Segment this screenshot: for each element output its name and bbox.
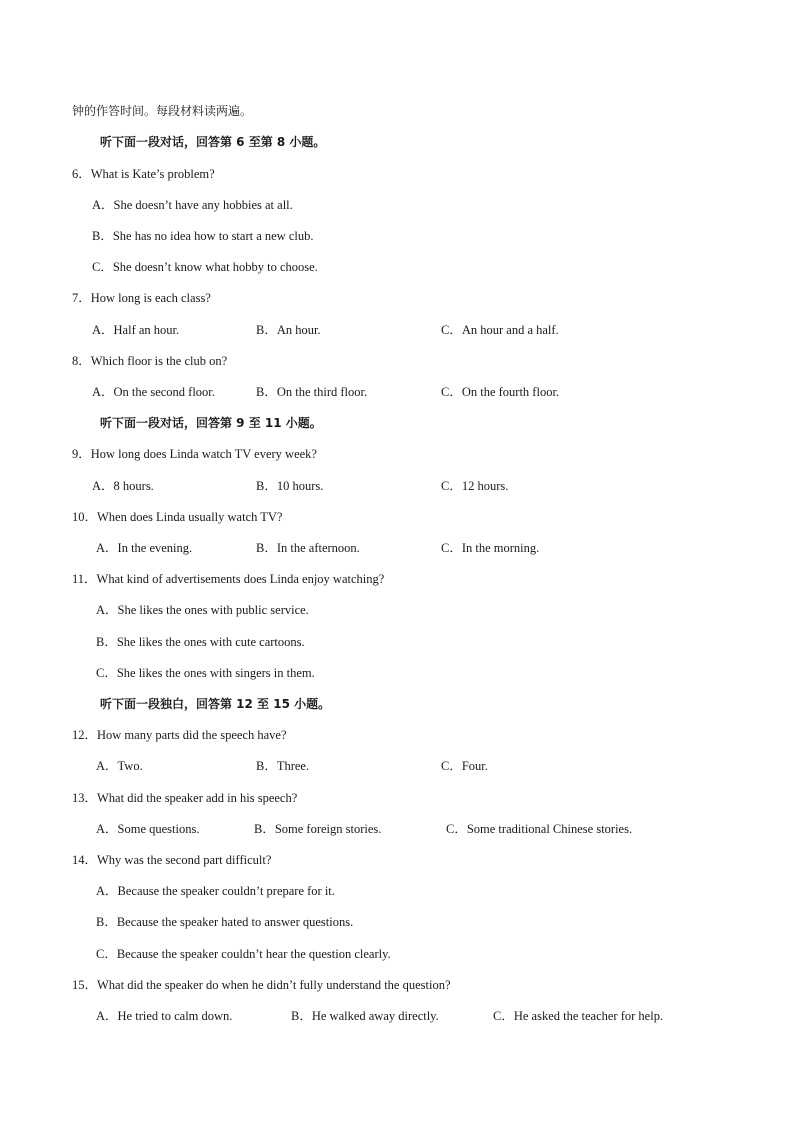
option-14c: C．Because the speaker couldn’t hear the question clearly. [96, 947, 391, 961]
option-10b: B．In the afternoon. [256, 541, 360, 555]
section-heading-2: 听下面一段对话，回答第 9 至 11 小题。 [100, 416, 322, 430]
option-14b: B．Because the speaker hated to answer questions. [96, 915, 354, 929]
option-11c: C．She likes the ones with singers in them. [96, 666, 315, 680]
question-8: 8．Which floor is the club on? [72, 354, 228, 368]
option-11a: A．She likes the ones with public service. [96, 603, 309, 617]
option-15c: C．He asked the teacher for help. [493, 1009, 664, 1023]
option-8c: C．On the fourth floor. [441, 385, 560, 399]
question-15: 15．What did the speaker do when he didn’t fully understand the question? [72, 978, 451, 992]
intro-line: 钟的作答时间。每段材料读两遍。 [72, 104, 253, 118]
option-15b: B．He walked away directly. [291, 1009, 439, 1023]
option-9b: B．10 hours. [256, 479, 324, 493]
question-11: 11．What kind of advertisements does Linda enjoy watching? [72, 572, 385, 586]
question-14: 14．Why was the second part difficult? [72, 853, 272, 867]
option-7c: C．An hour and a half. [441, 323, 559, 337]
question-7: 7．How long is each class? [72, 291, 211, 305]
option-8a: A．On the second floor. [92, 385, 215, 399]
section-heading-3: 听下面一段独白，回答第 12 至 15 小题。 [100, 697, 331, 711]
option-14a: A．Because the speaker couldn’t prepare for it. [96, 884, 335, 898]
question-13: 13．What did the speaker add in his speech? [72, 791, 298, 805]
option-10c: C．In the morning. [441, 541, 540, 555]
option-7b: B．An hour. [256, 323, 321, 337]
option-12a: A．Two. [96, 759, 143, 773]
section-heading-1: 听下面一段对话，回答第 6 至第 8 小题。 [100, 135, 326, 149]
option-13a: A．Some questions. [96, 822, 200, 836]
question-12: 12．How many parts did the speech have? [72, 728, 287, 742]
question-9: 9．How long does Linda watch TV every week? [72, 447, 317, 461]
option-13c: C．Some traditional Chinese stories. [446, 822, 633, 836]
option-11b: B．She likes the ones with cute cartoons. [96, 635, 305, 649]
option-7a: A．Half an hour. [92, 323, 180, 337]
question-6: 6．What is Kate’s problem? [72, 167, 215, 181]
option-6a: A．She doesn’t have any hobbies at all. [92, 198, 293, 212]
option-6c: C．She doesn’t know what hobby to choose. [92, 260, 318, 274]
option-6b: B．She has no idea how to start a new club. [92, 229, 314, 243]
option-13b: B．Some foreign stories. [254, 822, 382, 836]
option-9a: A．8 hours. [92, 479, 154, 493]
option-15a: A．He tried to calm down. [96, 1009, 233, 1023]
option-12b: B．Three. [256, 759, 310, 773]
option-8b: B．On the third floor. [256, 385, 368, 399]
question-10: 10．When does Linda usually watch TV? [72, 510, 283, 524]
option-9c: C．12 hours. [441, 479, 509, 493]
option-12c: C．Four. [441, 759, 488, 773]
option-10a: A．In the evening. [96, 541, 193, 555]
